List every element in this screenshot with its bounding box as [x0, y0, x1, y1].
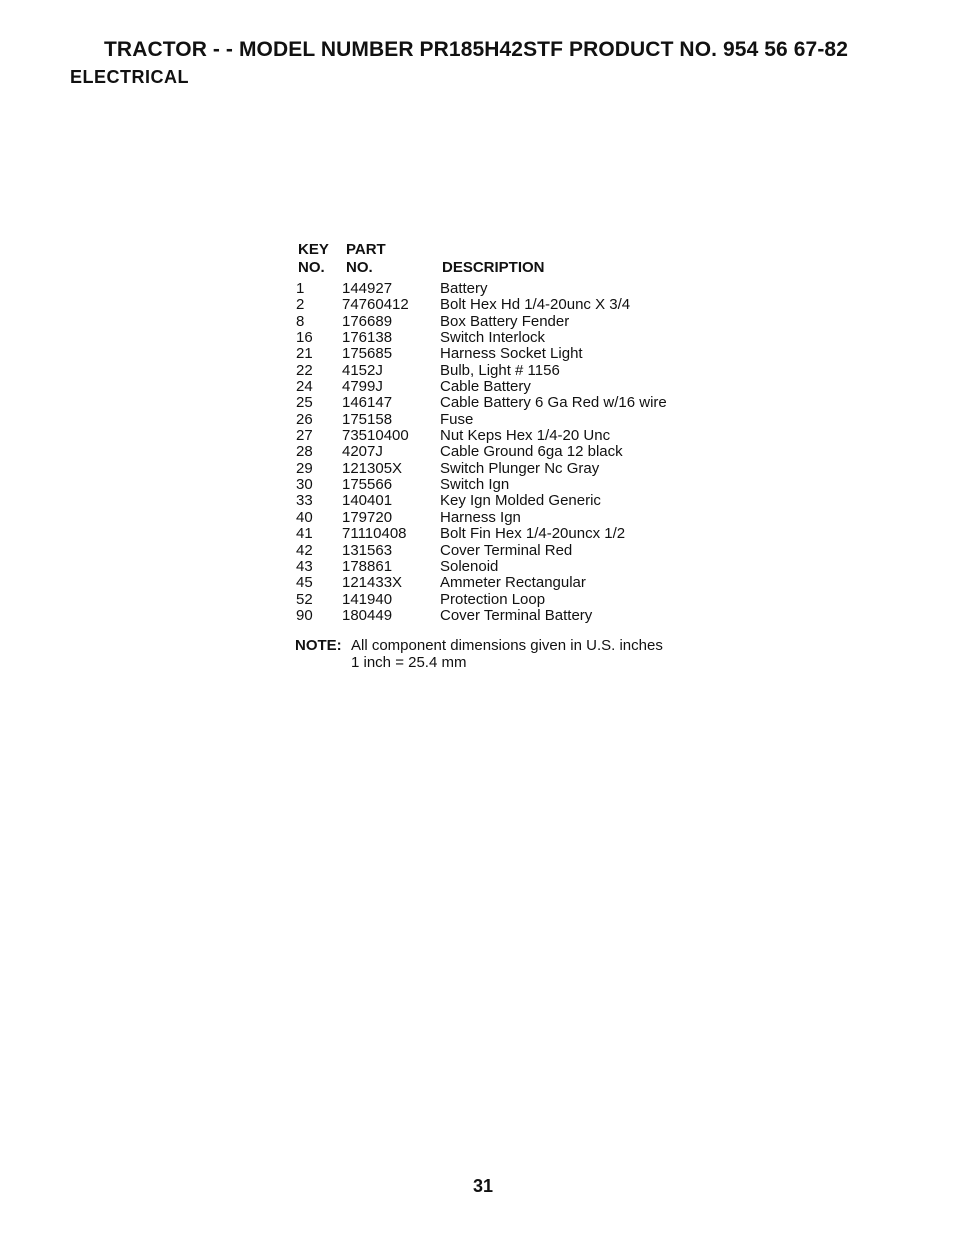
- part-number: 71110408: [342, 525, 407, 543]
- part-description: Switch Interlock: [440, 329, 546, 347]
- header-part-line1: PART: [346, 241, 386, 258]
- key-number: 45: [296, 574, 313, 592]
- part-number: 176689: [342, 312, 393, 330]
- part-description: Switch Plunger Nc Gray: [440, 459, 600, 477]
- part-description: Nut Keps Hex 1/4-20 Unc: [440, 427, 611, 445]
- part-description: Cable Ground 6ga 12 black: [440, 443, 623, 461]
- key-number: 30: [296, 476, 313, 494]
- part-number: 178861: [342, 557, 393, 575]
- note-line-2: 1 inch = 25.4 mm: [351, 653, 467, 671]
- key-number: 22: [296, 361, 313, 379]
- part-description: Bulb, Light # 1156: [440, 361, 560, 379]
- part-number: 175566: [342, 476, 393, 494]
- part-description: Cover Terminal Red: [440, 541, 573, 559]
- part-description: Harness Socket Light: [440, 345, 583, 363]
- key-number: 26: [296, 410, 313, 428]
- part-number: 180449: [342, 606, 393, 624]
- note-line-1: All component dimensions given in U.S. inches: [351, 637, 663, 654]
- part-number: 140401: [342, 492, 393, 510]
- part-description: Switch Ign: [440, 476, 510, 494]
- key-number: 16: [296, 329, 313, 347]
- part-number: 141940: [342, 590, 393, 608]
- header-key-line1: KEY: [298, 241, 329, 258]
- key-number: 27: [296, 427, 313, 445]
- section-title: ELECTRICAL: [70, 67, 189, 87]
- header-key-line2: NO.: [298, 259, 325, 276]
- part-description: Cable Battery: [440, 378, 531, 396]
- part-description: Harness Ign: [440, 508, 521, 526]
- part-number: 121305X: [342, 459, 403, 477]
- part-description: Bolt Fin Hex 1/4-20uncx 1/2: [440, 525, 626, 543]
- part-number: 175158: [342, 410, 393, 428]
- part-number: 4152J: [342, 361, 383, 379]
- part-description: Ammeter Rectangular: [440, 574, 586, 592]
- page-title: TRACTOR - - MODEL NUMBER PR185H42STF PRODUCT NO. 954 56 67-82: [104, 38, 848, 61]
- part-number: 176138: [342, 329, 393, 347]
- part-number: 146147: [342, 394, 393, 412]
- key-number: 42: [296, 541, 313, 559]
- header-description: DESCRIPTION: [442, 259, 545, 276]
- key-number: 2: [296, 296, 305, 314]
- key-number: 21: [296, 345, 313, 363]
- key-number: 1: [296, 280, 305, 297]
- part-description: Solenoid: [440, 557, 499, 575]
- key-number: 28: [296, 443, 313, 461]
- part-number: 144927: [342, 280, 393, 297]
- part-number: 4207J: [342, 443, 383, 461]
- part-number: 175685: [342, 345, 393, 363]
- part-description: Key Ign Molded Generic: [440, 492, 601, 510]
- key-number: 25: [296, 394, 313, 412]
- part-description: Cable Battery 6 Ga Red w/16 wire: [440, 394, 667, 412]
- key-number: 43: [296, 557, 313, 575]
- key-number: 8: [296, 312, 305, 330]
- part-number: 73510400: [342, 427, 409, 445]
- key-number: 33: [296, 492, 313, 510]
- part-number: 4799J: [342, 378, 383, 396]
- key-number: 24: [296, 378, 313, 396]
- key-number: 41: [296, 525, 313, 543]
- key-number: 29: [296, 459, 313, 477]
- part-description: Box Battery Fender: [440, 312, 570, 330]
- key-number: 52: [296, 590, 313, 608]
- key-number: 90: [296, 606, 313, 624]
- part-description: Battery: [440, 280, 488, 297]
- page-number: 31: [472, 1176, 494, 1196]
- part-description: Cover Terminal Battery: [440, 606, 593, 624]
- part-description: Bolt Hex Hd 1/4-20unc X 3/4: [440, 296, 631, 314]
- part-description: Protection Loop: [440, 590, 546, 608]
- part-description: Fuse: [440, 410, 474, 428]
- part-number: 121433X: [342, 574, 403, 592]
- header-part-line2: NO.: [346, 259, 373, 276]
- part-number: 131563: [342, 541, 393, 559]
- part-number: 179720: [342, 508, 393, 526]
- part-number: 74760412: [342, 296, 409, 314]
- note-label: NOTE:: [295, 637, 342, 654]
- key-number: 40: [296, 508, 313, 526]
